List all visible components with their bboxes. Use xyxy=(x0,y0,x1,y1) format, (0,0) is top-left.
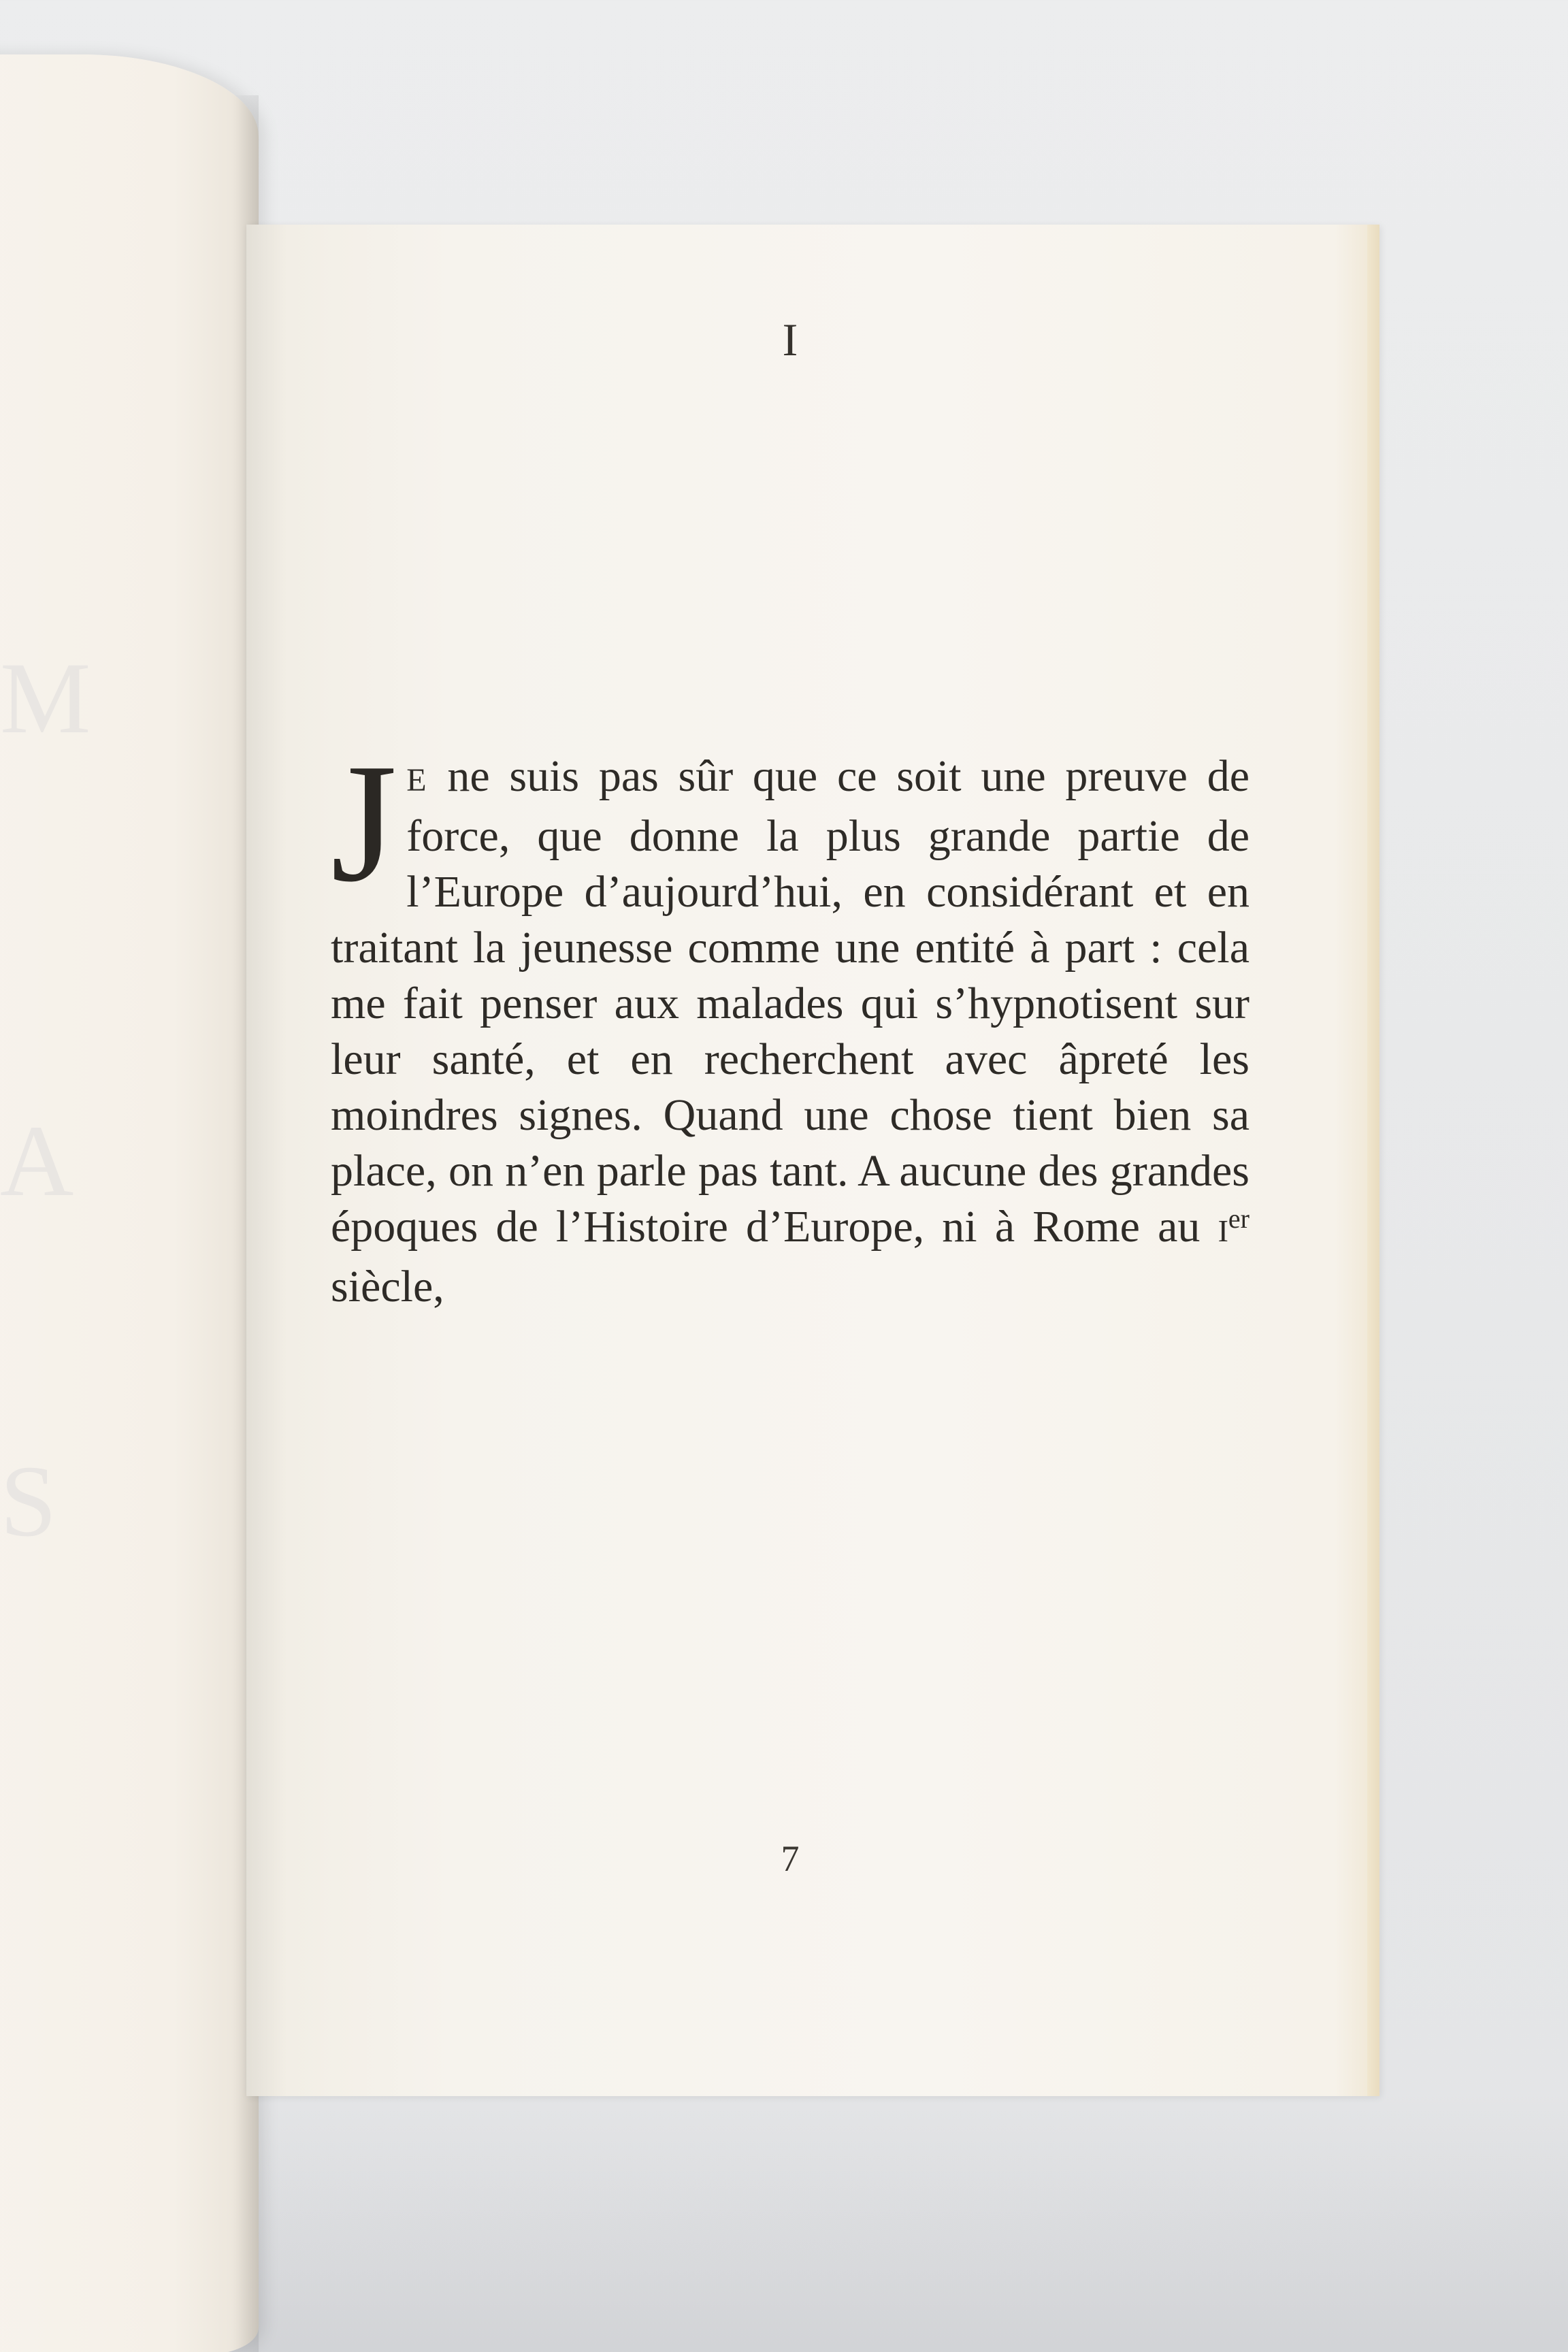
show-through-text: M xyxy=(0,642,95,755)
paragraph-ending: siècle, xyxy=(331,1262,444,1311)
chapter-number: I xyxy=(782,314,798,365)
left-page xyxy=(0,54,259,2352)
text-block xyxy=(331,314,1250,1879)
show-through-text: S xyxy=(0,1445,61,1558)
page-number: 7 xyxy=(781,1838,800,1879)
century-numeral: I xyxy=(1218,1213,1228,1248)
body-paragraph xyxy=(331,729,1250,1315)
show-through-text: A xyxy=(0,1105,78,1218)
century-suffix: er xyxy=(1228,1203,1250,1234)
paragraph-text: ne suis pas sûr que ce soit une preuve de force, que donne la plus grande partie de l’Europe d’aujourd’hui, en considérant et en traitant la jeunesse comme une entité à part : cela me fait penser aux malades qui s’hypnotisent sur leur santé, et en recherchent avec âpreté les moindres signes. Quand une chose tient bien sa place, on n’en parle pas tant. A aucune des grandes époques de l’Histoire d’Europe, ni à Rome au xyxy=(331,751,1250,1252)
right-page xyxy=(246,225,1379,2096)
page-deckle-edge xyxy=(1367,225,1379,2096)
drop-cap: J xyxy=(331,729,397,917)
first-word-small-cap: E xyxy=(406,762,428,798)
